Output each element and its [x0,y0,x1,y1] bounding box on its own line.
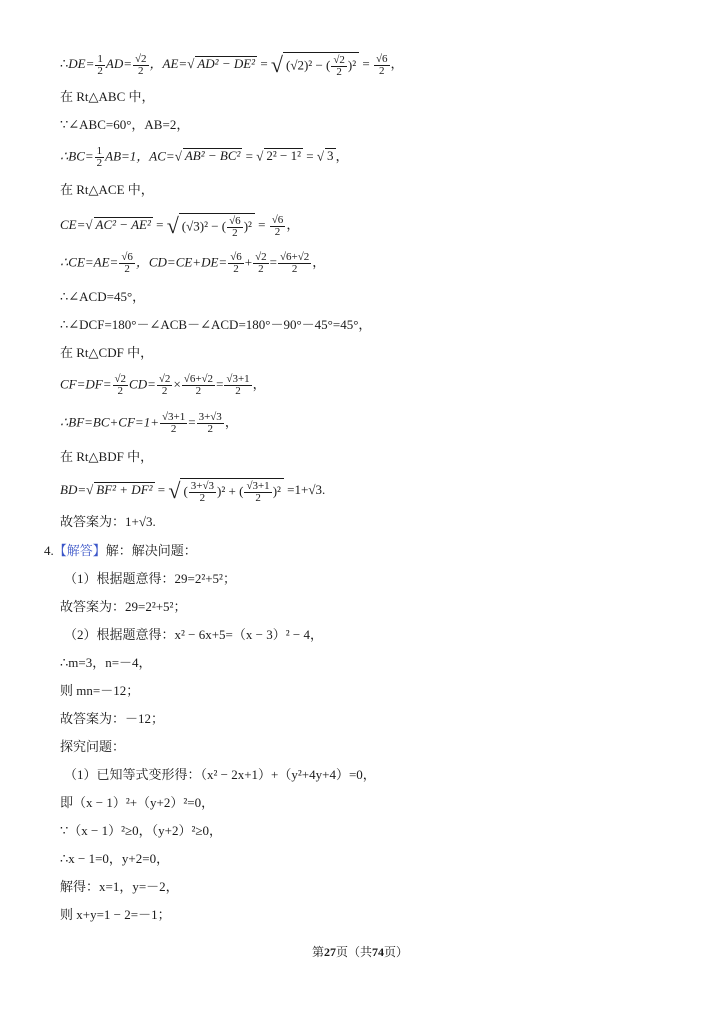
line-23: 探究问题： [60,739,126,754]
line-8: ∴∠ACD=45°， [60,289,146,304]
line-25: 即（x − 1）²+（y+2）²=0， [60,795,215,810]
page-footer: 第27页（共74页） [311,945,409,959]
line-3: ∵∠ABC=60°，AB=2， [60,117,190,132]
line-26: ∵（x − 1）²≥0，（y+2）²≥0， [60,823,222,838]
line-7: ∴CE=AE= $\frac{√6}{2}$ ，CD=CE+DE= $\frac{√6}{2}$ + $\frac{√2}{2}$ = $\frac{√6+√2}{2}$ ， [60,251,326,275]
line-29: 则 x+y=1 − 2=－1； [60,907,171,922]
answer-4-heading: 4.【解答】解：解决问题： [44,543,197,558]
line-10: 在 Rt△CDF 中， [60,345,154,360]
page-total: 74 [372,945,384,959]
answer-tag: 【解答】 [53,543,106,558]
line-15: 故答案为：1+√3. [60,514,156,529]
line-13: 在 Rt△BDF 中， [60,449,154,464]
line-14: BD=√ BF² + DF² = √ ( $\frac{3+√3}{2}$ )² + ( $\frac{√3+1}{2}$ )² =1+√3. [60,478,326,504]
line-20: ∴m=3，n=－4， [60,655,152,670]
line-1: ∴DE= $\frac{1}{2}$ AD= $\frac{√2}{2}$ ，AE=√ AD² − DE² = √ (√2)² − ( $\frac{√2}{2}$ )² = $\frac{√6}{2}$ ， [60,52,404,78]
line-17: （1）根据题意得：29=2²+5²； [64,571,236,586]
line-19: （2）根据题意得：x² − 6x+5=（x − 3）² − 4， [64,627,323,642]
line-27: ∴x − 1=0，y+2=0， [60,851,170,866]
line-2: 在 Rt△ABC 中， [60,89,155,104]
line-12: ∴BF=BC+CF=1+ $\frac{√3+1}{2}$ = $\frac{3+√3}{2}$ ， [60,411,238,435]
line-5: 在 Rt△ACE 中， [60,182,154,197]
line-21: 则 mn=－12； [60,683,140,698]
line-6: CE=√ AC² − AE² = √ (√3)² − ( $\frac{√6}{2}$ )² = $\frac{√6}{2}$ ， [60,213,300,239]
line-11: CF=DF= $\frac{√2}{2}$ CD= $\frac{√2}{2}$ × $\frac{√6+√2}{2}$ = $\frac{√3+1}{2}$ ， [60,373,266,397]
line-24: （1）已知等式变形得：（x² − 2x+1）+（y²+4y+4）=0， [64,767,376,782]
line-4: ∴BC= $\frac{1}{2}$ AB=1，AC=√ AB² − BC² = √ 2² − 1² = √ 3 ， [60,145,349,169]
line-28: 解得：x=1，y=－2， [60,879,179,894]
page-number: 27 [323,945,336,959]
line-9: ∴∠DCF=180°－∠ACB－∠ACD=180°－90°－45°=45°， [60,317,372,332]
line-22: 故答案为：－12； [60,711,165,726]
line-18: 故答案为：29=2²+5²； [60,599,187,614]
